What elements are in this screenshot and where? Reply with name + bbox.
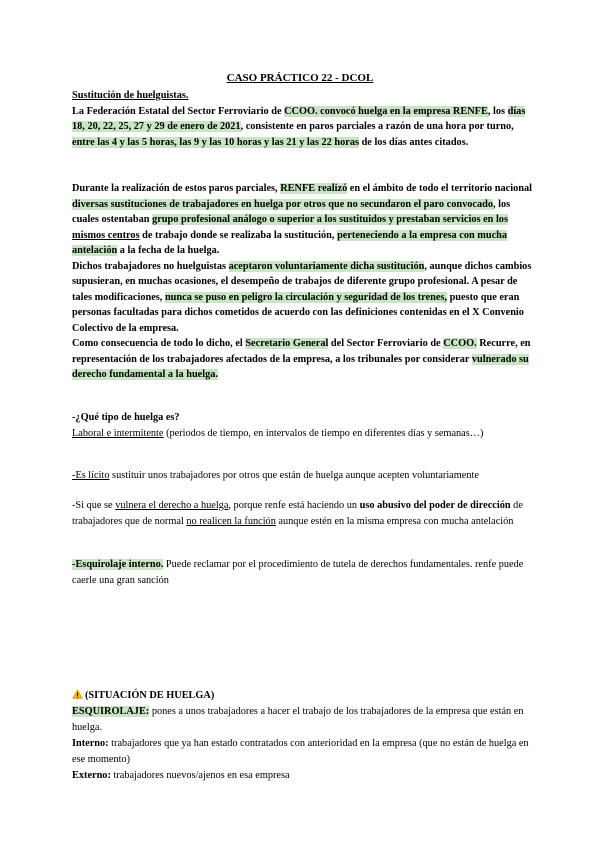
highlighted-text: diversas sustituciones de trabajadores en huelga por otros que no secundaron el paro convocado (72, 198, 493, 210)
highlighted-text: aceptaron voluntariamente dicha sustitución (228, 260, 425, 272)
text-run: puesto que eran personas facultadas para dichos cometidos de acuerdo con las definiciones contenidas en el X Convenio Colectivo de la empresa. (72, 291, 524, 334)
text-run: -Si que se (72, 500, 116, 511)
text-run: Durante la realización de estos paros parciales, (72, 183, 281, 194)
text-run: - (72, 470, 76, 481)
underlined-text: Laboral e intermitente (72, 427, 164, 439)
text-run: , los cuales ostentaban (72, 198, 511, 225)
text-run: aunque estén en la misma empresa con mucha antelación (275, 516, 514, 527)
highlighted-text: Secretario General (245, 338, 329, 349)
term-definition: trabajadores que ya han estado contratados con anterioridad en la empresa (que no están de huelga en ese momento) (72, 738, 529, 765)
term-definition: pones a unos trabajadores a hacer el trabajo de los trabajadores de la empresa que están en huelga. (72, 706, 524, 733)
question-text: -¿Qué tipo de huelga es? (72, 412, 180, 423)
highlighted-text: nunca se puso en peligro la circulación y seguridad de los trenes, (164, 291, 447, 303)
highlighted-text: días 18, 20, 22, 25, 27 y 29 de enero de 2021 (72, 105, 526, 132)
case-paragraph-2 (72, 181, 534, 336)
case-paragraph-1 (72, 88, 534, 150)
text-run: , porque renfe está haciendo un (228, 500, 360, 511)
highlighted-text: RENFE realizó (280, 183, 348, 194)
highlighted-text: entre las 4 y las 5 horas, las 9 y las 10 horas y las 21 y las 22 horas (72, 136, 359, 148)
question-note (72, 410, 534, 441)
highlighted-text: Esquirolaje interno. (75, 559, 164, 570)
text-run: de los días antes citados. (359, 136, 469, 148)
text-run: , los (487, 105, 508, 117)
situation-heading: (SITUACIÓN DE HUELGA) (85, 690, 215, 701)
violation-note (72, 498, 534, 530)
strike-situation (72, 688, 534, 784)
underlined-text: mismos centros (72, 229, 140, 241)
highlighted-text: CCOO. (443, 338, 477, 349)
term-definition: trabajadores nuevos/ajenos en esa empresa (110, 770, 290, 781)
text-run: (periodos de tiempo, en intervalos de tiempo en diferentes días y semanas…) (163, 427, 484, 439)
underlined-text: vulnera el derecho a huelga (115, 500, 229, 511)
highlighted-text: vulnerado su derecho fundamental a la huelga. (72, 353, 529, 380)
text-run: en el ámbito de todo el territorio nacional (347, 183, 532, 194)
text-run: a la fecha de la huelga. (117, 245, 220, 256)
text-run: del Sector Ferroviario de (328, 338, 444, 349)
underlined-text: no realicen la función (186, 516, 276, 527)
text-run: sustituir unos trabajadores por otros que están de huelga aunque acepten voluntariamente (109, 470, 479, 481)
section-heading: Sustitución de huelguistas. (72, 90, 189, 101)
highlighted-text: perteneciendo a la empresa con mucha antelación (72, 229, 508, 256)
text-run: Como consecuencia de todo lo dicho, el (72, 338, 246, 349)
document-title: CASO PRÁCTICO 22 - DCOL (226, 72, 374, 84)
term-label: ESQUIROLAJE: (72, 706, 150, 717)
term-label: Externo: (72, 770, 111, 781)
strikebreaking-note (72, 557, 534, 588)
text-run: de trabajadores que de normal (72, 500, 523, 527)
text-run: , aunque dichos cambios supusieran, en muchas ocasiones, el desempeño de trabajos de diferente grupo profesional. A pesar de tales modificaciones, (72, 260, 532, 303)
bold-text: uso abusivo del poder de dirección (359, 500, 511, 511)
text-run: Dichos trabajadores no huelguistas (72, 260, 229, 272)
highlighted-text: CCOO. convocó huelga en la empresa RENFE (284, 105, 488, 117)
licit-note (72, 468, 534, 484)
warning-icon (72, 689, 83, 699)
text-run: de trabajo donde se realizaba la sustitución, (139, 229, 338, 241)
text-run: , consistente en paros parciales a razón de una hora por turno, (240, 121, 514, 132)
text-run: - (72, 559, 76, 570)
text-run: Puede reclamar por el procedimiento de tutela de derechos fundamentales. renfe puede caerle una gran sanción (72, 559, 524, 586)
text-run: Recurre, en representación de los trabajadores afectados de la empresa, a los tribunales por considerar (72, 338, 531, 365)
term-label: Interno: (72, 738, 109, 749)
underlined-text: Es lícito (75, 470, 110, 481)
case-paragraph-3 (72, 336, 534, 383)
text-run: La Federación Estatal del Sector Ferroviario de (72, 105, 285, 117)
highlighted-text: grupo profesional análogo o superior a los sustituidos y prestaban servicios en los (152, 214, 508, 225)
